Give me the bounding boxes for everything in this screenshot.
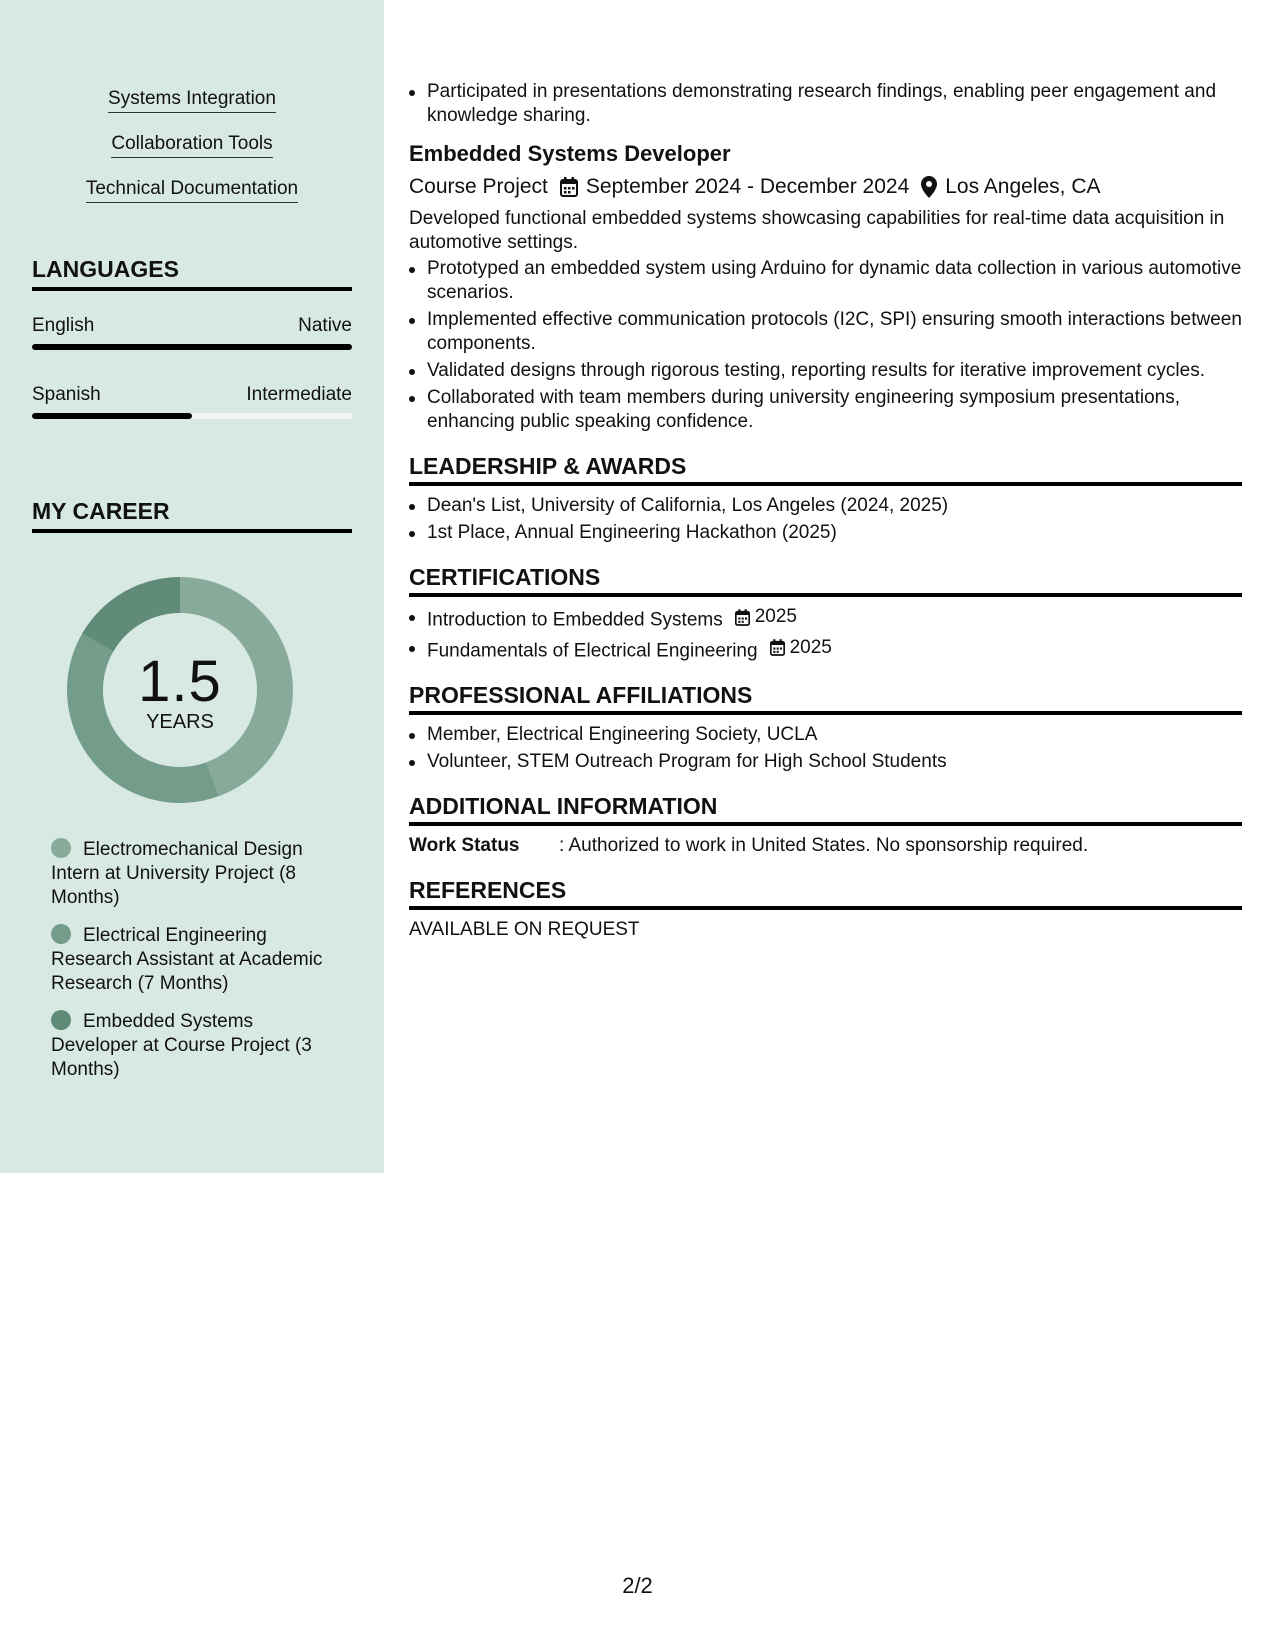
- legend-dot: [51, 924, 71, 944]
- bullet-item: Implemented effective communication protocols (I2C, SPI) ensuring smooth interactions between components.: [409, 308, 1242, 356]
- job-description: Developed functional embedded systems showcasing capabilities for real-time data acquisition in automotive settings.: [409, 208, 1225, 253]
- language-row: [32, 315, 352, 337]
- career-legend-item: [51, 1010, 341, 1082]
- page-number: 2/2: [622, 1573, 653, 1598]
- certification-year: 2025: [789, 636, 832, 658]
- certification-item: [409, 605, 1242, 633]
- award-item: Dean's List, University of California, Los Angeles (2024, 2025): [409, 494, 1242, 518]
- affiliations-list: [409, 723, 1242, 774]
- job-company: Course Project: [409, 175, 548, 198]
- job-title: Embedded Systems Developer: [409, 141, 731, 166]
- location-pin-icon: [921, 176, 937, 198]
- affiliation-item: Member, Electrical Engineering Society, UCLA: [409, 723, 1242, 747]
- skill-collaboration-tools[interactable]: Collaboration Tools: [0, 133, 384, 158]
- job-location: Los Angeles, CA: [945, 175, 1101, 198]
- references-heading: REFERENCES: [409, 876, 1242, 910]
- certification-name: Introduction to Embedded Systems: [427, 609, 723, 631]
- career-total-years: 1.5: [138, 649, 222, 714]
- affiliations-heading: PROFESSIONAL AFFILIATIONS: [409, 681, 1242, 715]
- leadership-heading: LEADERSHIP & AWARDS: [409, 452, 1242, 486]
- certifications-list: [409, 605, 1242, 663]
- work-status-label: Work Status: [409, 835, 520, 856]
- award-item: 1st Place, Annual Engineering Hackathon (2025): [409, 521, 1242, 545]
- career-legend-item: [51, 838, 341, 910]
- sidebar: [0, 0, 384, 1173]
- calendar-icon: [735, 609, 750, 626]
- language-bar-spanish: [32, 413, 352, 419]
- additional-info-heading: ADDITIONAL INFORMATION: [409, 792, 1242, 826]
- certifications-heading: CERTIFICATIONS: [409, 563, 1242, 597]
- career-legend-text: Electrical Engineering Research Assistant at Academic Research (7 Months): [51, 925, 323, 994]
- affiliation-item: Volunteer, STEM Outreach Program for High School Students: [409, 750, 1242, 774]
- legend-dot: [51, 838, 71, 858]
- language-bar-fill: [32, 413, 192, 419]
- leadership-list: [409, 494, 1242, 545]
- language-bar-fill: [32, 344, 352, 350]
- skill-systems-integration[interactable]: Systems Integration: [0, 88, 384, 113]
- certification-year: 2025: [754, 606, 797, 627]
- certification-item: [409, 636, 1242, 664]
- bullet-item: Participated in presentations demonstrating research findings, enabling peer engagement and knowledge sharing.: [409, 80, 1242, 128]
- previous-job-bullets: [409, 80, 1242, 128]
- languages-heading: LANGUAGES: [32, 256, 352, 291]
- language-level: Intermediate: [246, 384, 352, 405]
- donut-slice-2: [82, 577, 180, 652]
- language-name: Spanish: [32, 384, 101, 405]
- job-dates: September 2024 - December 2024: [585, 175, 910, 198]
- career-legend-text: Embedded Systems Developer at Course Project (3 Months): [51, 1011, 312, 1080]
- bullet-item: Collaborated with team members during university engineering symposium presentations, enhancing public speaking confidence.: [409, 386, 1242, 434]
- bullet-item: Validated designs through rigorous testing, reporting results for iterative improvement cycles.: [409, 359, 1242, 383]
- references-text: AVAILABLE ON REQUEST: [409, 919, 640, 940]
- certification-name: Fundamentals of Electrical Engineering: [427, 640, 758, 661]
- main-content: [409, 80, 1242, 942]
- job-bullets: [409, 257, 1242, 434]
- language-row: [32, 384, 352, 406]
- work-status-row: [409, 834, 1242, 858]
- career-legend-item: [51, 924, 341, 996]
- language-level: Native: [298, 315, 352, 336]
- bullet-item: Prototyped an embedded system using Arduino for dynamic data collection in various automotive scenarios.: [409, 257, 1242, 305]
- calendar-icon: [770, 639, 785, 656]
- job-meta: [409, 173, 1242, 201]
- legend-dot: [51, 1010, 71, 1030]
- career-years-label: YEARS: [146, 711, 214, 733]
- skill-technical-documentation[interactable]: Technical Documentation: [0, 178, 384, 203]
- career-legend-text: Electromechanical Design Intern at University Project (8 Months): [51, 839, 303, 908]
- career-heading: MY CAREER: [32, 498, 352, 533]
- calendar-icon: [560, 177, 578, 197]
- language-bar-english: [32, 344, 352, 350]
- work-status-value: : Authorized to work in United States. No sponsorship required.: [559, 835, 1089, 856]
- language-name: English: [32, 315, 95, 336]
